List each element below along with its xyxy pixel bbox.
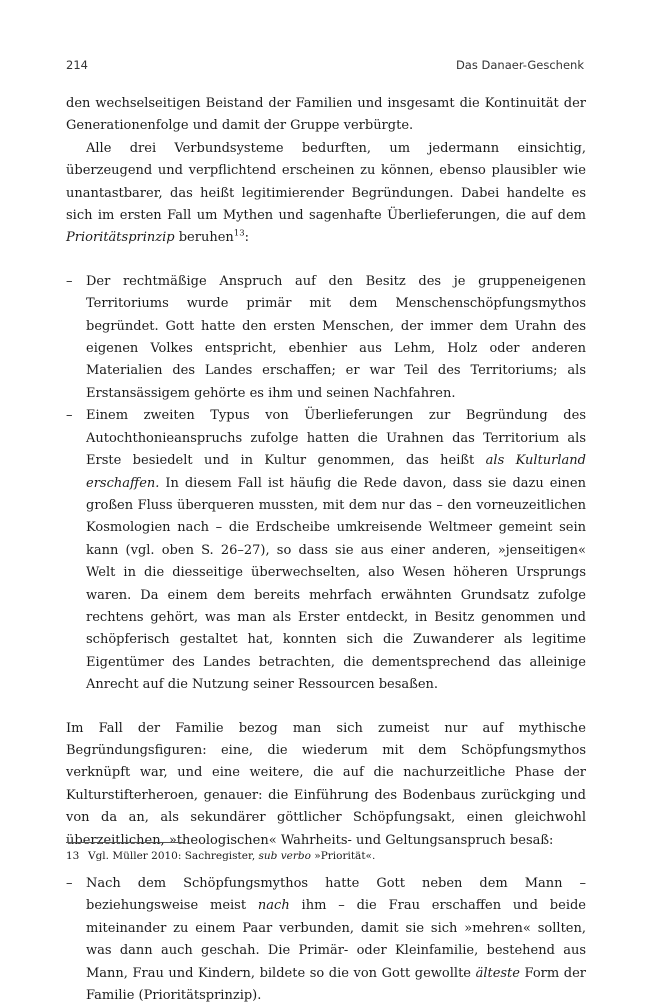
- running-head: Das Danaer-Geschenk: [455, 58, 584, 72]
- list-item: – Nach dem Schöpfungsmythos hatte Gott neben dem Mann – beziehungsweise meist nach ihm – die Frau erschaffen und beide miteinander zu einem Paar verbunden, damit sie sich »mehren« sollten, was dann auch geschah. Die Primär- oder Kleinfamilie, bestehend aus Mann, Frau und Kindern, bildete so die von Gott gewollte älteste Form der Familie (Prioritätsprinzip).: [66, 873, 586, 1007]
- emphasis: als Kulturland erschaffen.: [86, 453, 586, 491]
- paragraph: Alle drei Verbundsysteme bedurften, um jedermann einsichtig, überzeugend und verpflichtend erscheinen zu können, ebenso plausibler wie unantastbarer, das heißt legitimierender Begründungen. Dabei handelte es sich im ersten Fall um Mythen und sagenhafte Überlieferungen, die auf dem Prioritätsprinzip beruhen$^{13}$:: [66, 140, 586, 246]
- emphasis: sub verbo: [258, 850, 311, 862]
- footnote-divider: [66, 842, 184, 843]
- footnote-number: 13: [66, 850, 80, 862]
- footnote-reference[interactable]: 13: [233, 229, 245, 240]
- emphasis: nach: [257, 898, 290, 914]
- dash-list: [66, 873, 586, 1007]
- list-item: – Einem zweiten Typus von Überlieferungen zur Begründung des Autochthonieanspruchs zufolge hatten die Urahnen das Territorium als Erste besiedelt und in Kultur genommen, das heißt als Kulturland erschaffen. In diesem Fall ist häufig die Rede davon, dass sie dazu einen großen Fluss überqueren mussten, mit dem nur das – den vorneuzeitlichen Kosmologien nach – die Erdscheibe umkreisende Weltmeer gemeint sein kann (vgl. oben S. 26–27), so dass sie aus einer anderen, »jenseitigen« Welt in die diesseitige überwechselten, also Wesen höheren Ursprungs waren. Da einem dem bereits mehrfach erwähnten Grundsatz zufolge rechtens gehört, was man als Erster entdeckt, in Besitz genommen und schöpferisch gestaltet hat, konnten sich die Zuwanderer als legitime Eigentümer des Landes betrachten, die dementsprechend das alleinige Anrecht auf die Nutzung seiner Ressourcen besaßen.: [66, 405, 586, 696]
- dash-bullet: –: [66, 408, 73, 424]
- dash-list: [66, 271, 586, 697]
- emphasis: älteste: [475, 965, 520, 981]
- paragraph: Im Fall der Familie bezog man sich zumeist nur auf mythische Begründungsfiguren: eine, die wiederum mit dem Schöpfungsmythos verknüpft war, und eine weitere, die auf die nachurzeitliche Phase der Kulturstifterheroen, genauer: die Einführung des Bodenbaus zurückging und von da an, als sekundärer göttlicher Schöpfungsakt, einen gleichwohl überzeitlichen, »theologischen« Wahrheits- und Geltungsanspruch besaß:: [66, 720, 586, 848]
- dash-bullet: –: [66, 273, 73, 289]
- footnote: 13 Vgl. Müller 2010: Sachregister, sub verbo »Priorität«.: [66, 850, 376, 862]
- dash-bullet: –: [66, 876, 73, 891]
- page-number: 214: [66, 58, 88, 72]
- body-text: [66, 93, 586, 1007]
- list-item: – Der rechtmäßige Anspruch auf den Besitz des je gruppeneigenen Territoriums wurde primär mit dem Menschenschöpfungsmythos begründet. Gott hatte den ersten Menschen, der immer dem Urahn des eigenen Volkes entspricht, ebenhier aus Lehm, Holz oder anderen Materialien des Landes erschaffen; er war Teil des Territoriums; als Erstansässigem gehörte es ihm und seinen Nachfahren.: [66, 271, 586, 405]
- page-header: [66, 58, 584, 76]
- paragraph: den wechselseitigen Beistand der Familien und insgesamt die Kontinuität der Generationenfolge und damit der Gruppe verbürgte.: [66, 96, 586, 134]
- emphasis: Prioritätsprinzip: [66, 230, 175, 246]
